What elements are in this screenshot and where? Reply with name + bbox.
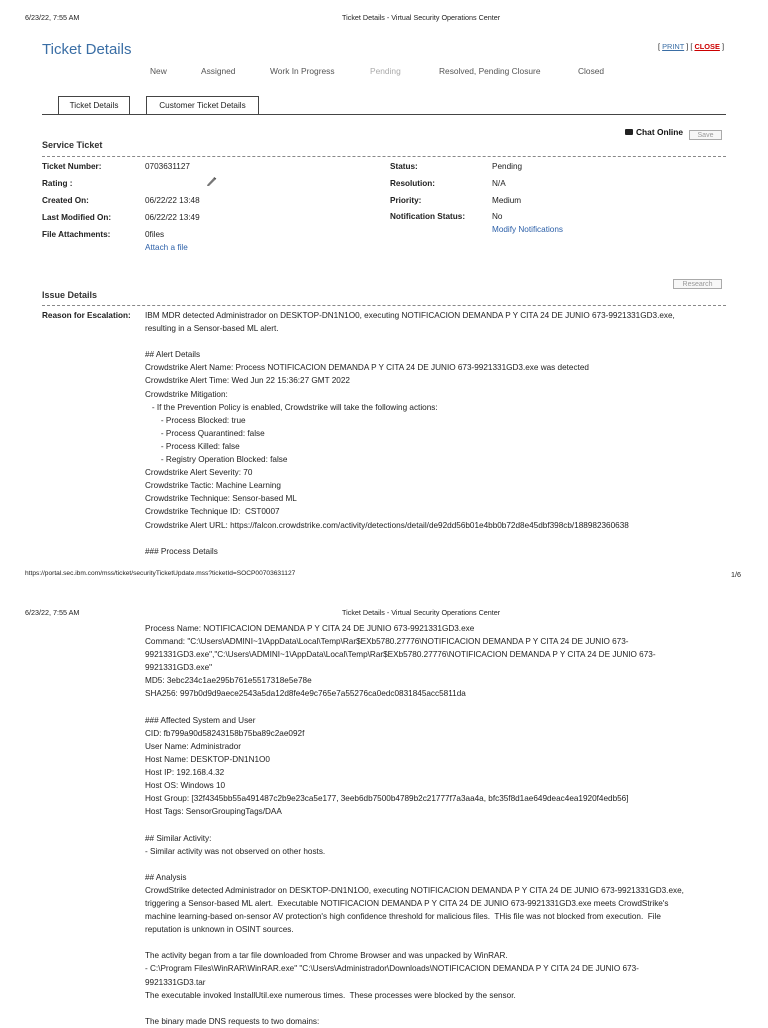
last-modified-value: 06/22/22 13:49 [145, 213, 200, 222]
close-link[interactable]: CLOSE [694, 42, 720, 51]
tab-customer-ticket-details[interactable]: Customer Ticket Details [146, 96, 259, 114]
created-on-label: Created On: [42, 196, 89, 205]
chat-bubble-icon [625, 129, 633, 135]
rating-label: Rating : [42, 179, 73, 188]
notification-status-label: Notification Status: [390, 212, 466, 221]
created-on-value: 06/22/22 13:48 [145, 196, 200, 205]
stage-assigned: Assigned [201, 66, 236, 76]
escalation-line: reputation is unknown in OSINT sources. [145, 925, 294, 935]
escalation-text-page1 [145, 309, 675, 558]
escalation-line: Crowdstrike Alert URL: https://falcon.crowdstrike.com/activity/detections/detail/de92dd56b01e4bb0b72d8e45dbf398cb/188982360638 [145, 520, 629, 530]
stage-new: New [150, 66, 167, 76]
chat-online-button[interactable] [625, 127, 683, 137]
edit-rating-icon[interactable] [206, 177, 218, 189]
attach-file-link[interactable]: Attach a file [145, 243, 188, 252]
escalation-line: User Name: Administrador [145, 741, 242, 751]
escalation-line: CID: fb799a90d58243158b75ba89c2ae092f [145, 728, 305, 738]
escalation-line: 9921331GD3.exe" [145, 663, 213, 673]
escalation-line: ### Affected System and User [145, 715, 256, 725]
service-ticket-heading: Service Ticket [42, 140, 103, 150]
escalation-line: - If the Prevention Policy is enabled, Crowdstrike will take the following actions: [145, 402, 438, 412]
escalation-line: Crowdstrike Technique: Sensor-based ML [145, 494, 297, 504]
escalation-line: - Process Killed: false [145, 441, 240, 451]
save-button[interactable]: Save [689, 130, 722, 140]
escalation-line: Crowdstrike Alert Severity: 70 [145, 468, 253, 478]
escalation-line: Host Group: [32f4345bb55a491487c2b9e23ca5e177, 3eeb6db7500b4789b2c21777f7a3aa4a, bfc35f8d1ae649deac4ea1920f4edb56] [145, 794, 629, 804]
service-ticket-divider [42, 156, 726, 157]
priority-value: Medium [492, 196, 522, 205]
resolution-label: Resolution: [390, 179, 436, 188]
print-footer-url: https://portal.sec.ibm.com/mss/ticket/securityTicketUpdate.mss?ticketId=SOCP00703631127 [25, 570, 296, 577]
tab-divider [42, 114, 726, 115]
top-links: [ PRINT ] [ CLOSE ] [658, 42, 725, 51]
print-link[interactable]: PRINT [662, 42, 685, 51]
stage-work-in-progress: Work In Progress [270, 66, 335, 76]
tab-ticket-details[interactable]: Ticket Details [58, 96, 130, 114]
escalation-line: Crowdstrike Alert Time: Wed Jun 22 15:36:27 GMT 2022 [145, 376, 350, 386]
page-title: Ticket Details [42, 41, 132, 58]
stage-resolved-pending-closure: Resolved, Pending Closure [439, 66, 541, 76]
reason-for-escalation-label: Reason for Escalation: [42, 311, 131, 320]
escalation-line: - C:\Program Files\WinRAR\WinRAR.exe" "C:\Users\Administrador\Downloads\NOTIFICACION DEMANDA P Y CITA 24 DE JUNIO 673- [145, 964, 639, 974]
escalation-line: resulting in a Sensor-based ML alert. [145, 324, 279, 334]
escalation-line: 9921331GD3.exe","C:\Users\ADMINI~1\AppData\Local\Temp\Rar$EXb5780.27776\NOTIFICACION DEMANDA P Y CITA 24 DE JUNIO 673- [145, 650, 656, 660]
escalation-line [145, 335, 675, 348]
priority-label: Priority: [390, 196, 422, 205]
escalation-line: Host Tags: SensorGroupingTags/DAA [145, 807, 282, 817]
print-page-title: Ticket Details - Virtual Security Operations Center [342, 13, 501, 22]
escalation-line [145, 818, 684, 831]
escalation-line: 9921331GD3.tar [145, 977, 206, 987]
status-label: Status: [390, 162, 418, 171]
ticket-number-value: 0703631127 [145, 162, 190, 171]
escalation-line: triggering a Sensor-based ML alert. Executable NOTIFICACION DEMANDA P Y CITA 24 DE JUNIO 673-9921331GD3.exe meets CrowdStrike's [145, 898, 669, 908]
escalation-line: ## Analysis [145, 872, 187, 882]
escalation-line [145, 936, 684, 949]
escalation-line: SHA256: 997b0d9d9aece2543a5da12d8fe4e9c765e7a55276ca0edc0831845acc5811da [145, 689, 466, 699]
print-footer-page: 1/6 [731, 570, 741, 579]
escalation-line: ## Alert Details [145, 350, 201, 360]
escalation-line: Crowdstrike Technique ID: CST0007 [145, 507, 280, 517]
notification-status-value: No [492, 212, 503, 221]
escalation-line [145, 701, 684, 714]
escalation-line: Host Name: DESKTOP-DN1N1O0 [145, 754, 270, 764]
escalation-line: The executable invoked InstallUtil.exe numerous times. These processes were blocked by the sensor. [145, 990, 516, 1000]
modify-notifications-link[interactable]: Modify Notifications [492, 225, 563, 234]
escalation-line: - Registry Operation Blocked: false [145, 455, 288, 465]
issue-details-divider [42, 305, 726, 306]
status-value: Pending [492, 162, 523, 171]
issue-details-heading: Issue Details [42, 290, 98, 300]
escalation-line: Host OS: Windows 10 [145, 781, 226, 791]
escalation-text-page2 [145, 622, 684, 1028]
escalation-line: Crowdstrike Tactic: Machine Learning [145, 481, 281, 491]
escalation-line: - Process Quarantined: false [145, 428, 265, 438]
escalation-line: MD5: 3ebc234c1ae295b761e5517318e5e78e [145, 676, 312, 686]
escalation-line: Crowdstrike Mitigation: [145, 389, 228, 399]
escalation-line: ### Process Details [145, 546, 218, 556]
escalation-line: ## Similar Activity: [145, 833, 212, 843]
resolution-value: N/A [492, 179, 506, 188]
last-modified-label: Last Modified On: [42, 213, 112, 222]
escalation-line [145, 532, 675, 545]
print-datetime-page2: 6/23/22, 7:55 AM [25, 608, 80, 617]
escalation-line: The activity began from a tar file downloaded from Chrome Browser and was unpacked by WinRAR. [145, 951, 508, 961]
escalation-line: - Process Blocked: true [145, 415, 246, 425]
escalation-line: Crowdstrike Alert Name: Process NOTIFICACION DEMANDA P Y CITA 24 DE JUNIO 673-9921331GD3.exe was detected [145, 363, 589, 373]
escalation-line: Command: "C:\Users\ADMINI~1\AppData\Local\Temp\Rar$EXb5780.27776\NOTIFICACION DEMANDA P Y CITA 24 DE JUNIO 673- [145, 637, 629, 647]
stage-pending: Pending [370, 66, 401, 76]
escalation-line [145, 858, 684, 871]
research-button[interactable]: Research [673, 279, 722, 289]
ticket-number-label: Ticket Number: [42, 162, 102, 171]
stage-closed: Closed [578, 66, 605, 76]
escalation-line: IBM MDR detected Administrador on DESKTOP-DN1N1O0, executing NOTIFICACION DEMANDA P Y CITA 24 DE JUNIO 673-9921331GD3.exe, [145, 311, 675, 320]
escalation-line: machine learning-based on-sensor AV protection's high confidence threshold for malicious files. THis file was not blocked from execution. File [145, 912, 661, 922]
escalation-line: The binary made DNS requests to two domains: [145, 1016, 320, 1026]
print-datetime: 6/23/22, 7:55 AM [25, 13, 80, 22]
escalation-line: Process Name: NOTIFICACION DEMANDA P Y CITA 24 DE JUNIO 673-9921331GD3.exe [145, 624, 475, 633]
escalation-line: - Similar activity was not observed on other hosts. [145, 846, 326, 856]
file-attachments-value: 0files [145, 230, 165, 239]
chat-online-label: Chat Online [636, 127, 683, 137]
print-page-title-page2: Ticket Details - Virtual Security Operations Center [342, 608, 501, 617]
escalation-line [145, 1002, 684, 1015]
escalation-line: CrowdStrike detected Administrador on DESKTOP-DN1N1O0, executing NOTIFICACION DEMANDA P Y CITA 24 DE JUNIO 673-9921331GD3.exe, [145, 885, 684, 895]
escalation-line: Host IP: 192.168.4.32 [145, 768, 225, 778]
file-attachments-label: File Attachments: [42, 230, 111, 239]
